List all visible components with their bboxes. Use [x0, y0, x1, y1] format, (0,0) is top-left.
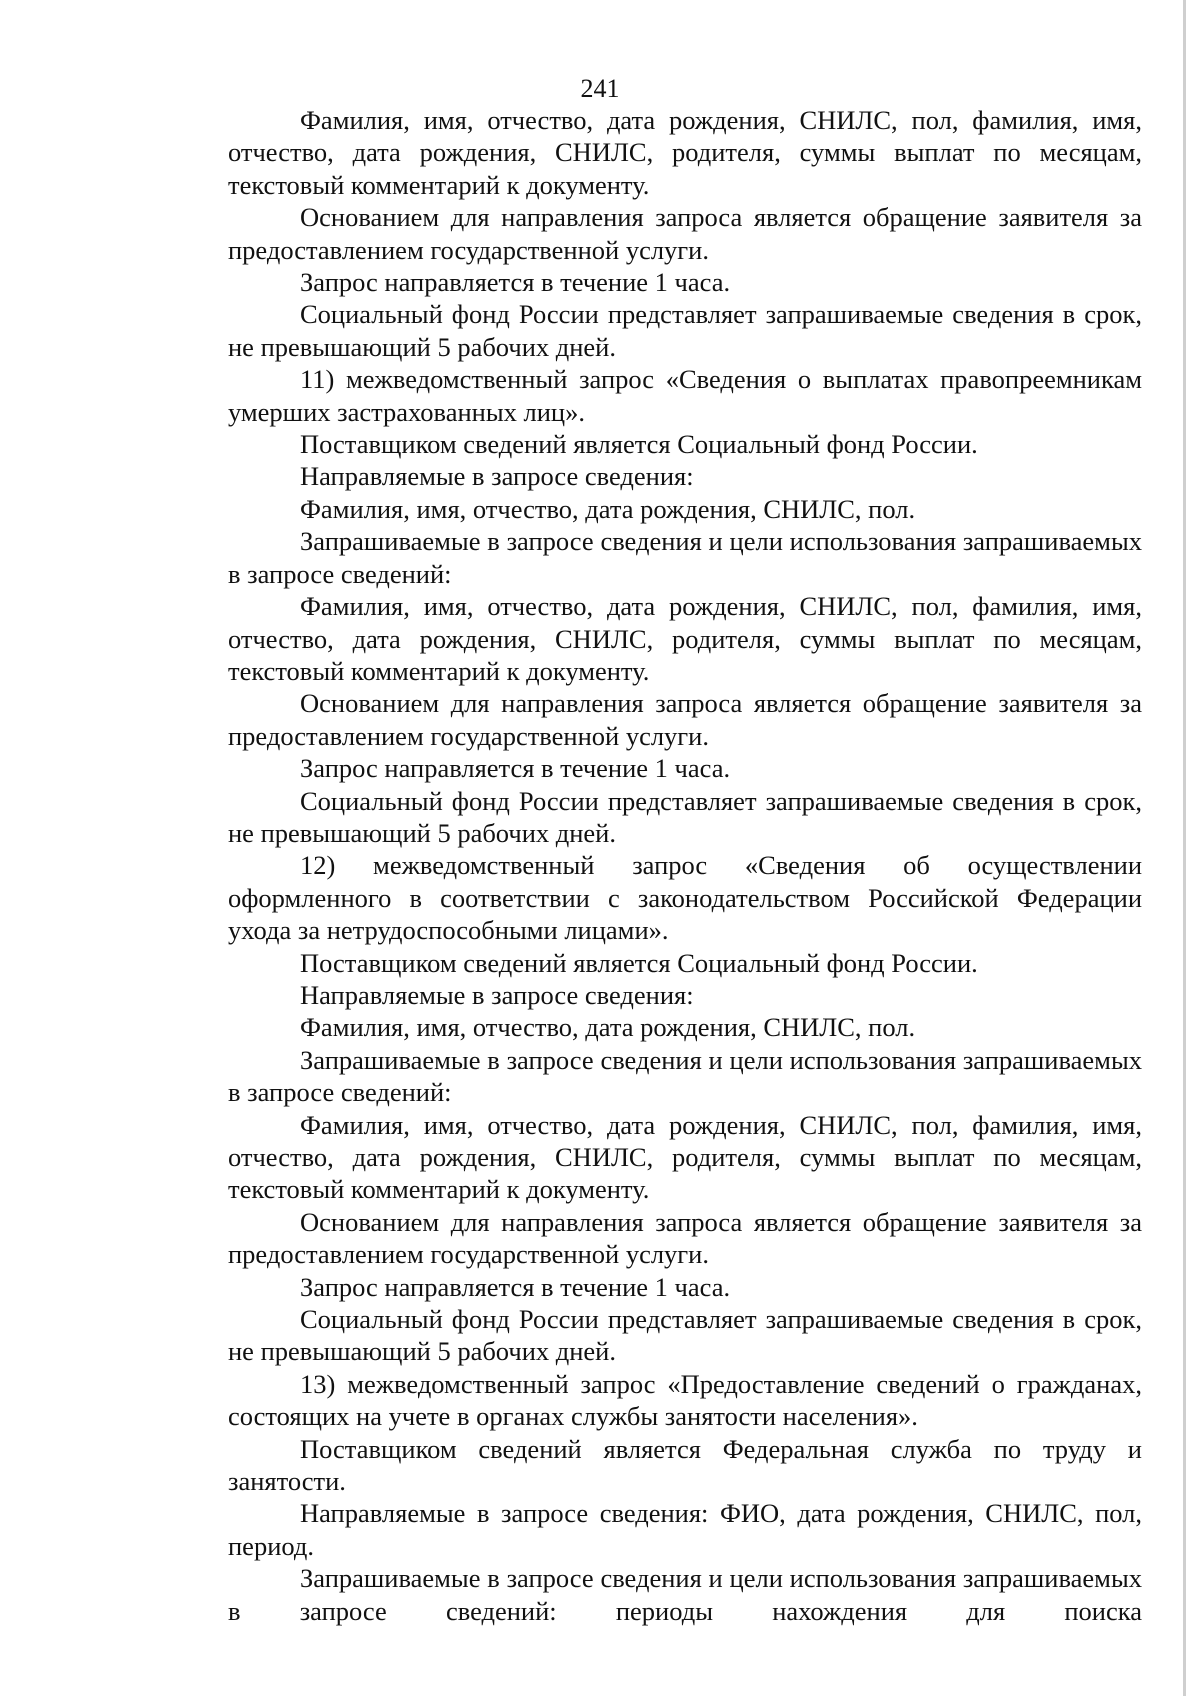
paragraph: Фамилия, имя, отчество, дата рождения, СНИЛС, пол, фамилия, имя, отчество, дата рождения, СНИЛС, родителя, суммы выплат по месяцам, текстовый комментарий к документу.	[228, 1109, 1142, 1205]
paragraph: Запрос направляется в течение 1 часа.	[300, 1271, 731, 1302]
paragraph: Социальный фонд России представляет запрашиваемые сведения в срок, не превышающий 5 рабочих дней.	[228, 1304, 1142, 1367]
paragraph: Направляемые в запросе сведения: ФИО, дата рождения, СНИЛС, пол, период.	[228, 1498, 1142, 1561]
paragraph: Основанием для направления запроса является обращение заявителя за предоставлением государственной услуги.	[228, 1206, 1142, 1270]
paragraph: Поставщиком сведений является Социальный фонд России.	[300, 947, 978, 978]
paragraph: Направляемые в запросе сведения:	[300, 979, 694, 1010]
paragraph: Социальный фонд России представляет запрашиваемые сведения в срок, не превышающий 5 рабочих дней.	[228, 785, 1142, 848]
paragraph: Основанием для направления запроса является обращение заявителя за предоставлением государственной услуги.	[228, 688, 1142, 751]
page-number: 241	[580, 74, 620, 103]
paragraph: Запрашиваемые в запросе сведения и цели использования запрашиваемых в запросе сведений: периоды нахождения для поиска	[228, 1563, 1142, 1626]
list-item-11: 11) межведомственный запрос «Сведения о выплатах правопреемникам умерших застрахованных лиц».	[228, 364, 1142, 427]
document-body	[228, 104, 1142, 1627]
paragraph: Поставщиком сведений является Федеральная служба по труду и занятости.	[228, 1433, 1142, 1497]
paragraph: Запрашиваемые в запросе сведения и цели использования запрашиваемых в запросе сведений:	[228, 526, 1142, 589]
paragraph: Запрос направляется в течение 1 часа.	[300, 753, 731, 784]
paragraph: Фамилия, имя, отчество, дата рождения, СНИЛС, пол, фамилия, имя, отчество, дата рождения, СНИЛС, родителя, суммы выплат по месяцам, текстовый комментарий к документу.	[228, 105, 1142, 200]
page-edge-shadow	[1183, 0, 1186, 1696]
paragraph: Фамилия, имя, отчество, дата рождения, СНИЛС, пол.	[300, 1012, 916, 1043]
paragraph: Направляемые в запросе сведения:	[300, 461, 694, 492]
paragraph: Фамилия, имя, отчество, дата рождения, СНИЛС, пол.	[300, 493, 916, 524]
paragraph: Запрашиваемые в запросе сведения и цели использования запрашиваемых в запросе сведений:	[228, 1044, 1142, 1108]
list-item-12: 12) межведомственный запрос «Сведения об осуществлении оформленного в соответствии с законодательством Российской Федерации ухода за нетрудоспособными лицами».	[228, 850, 1142, 946]
paragraph: Фамилия, имя, отчество, дата рождения, СНИЛС, пол, фамилия, имя, отчество, дата рождения, СНИЛС, родителя, суммы выплат по месяцам, текстовый комментарий к документу.	[228, 591, 1142, 686]
paragraph: Основанием для направления запроса является обращение заявителя за предоставлением государственной услуги.	[228, 202, 1142, 265]
paragraph: Запрос направляется в течение 1 часа.	[300, 267, 731, 298]
paragraph: Социальный фонд России представляет запрашиваемые сведения в срок, не превышающий 5 рабочих дней.	[228, 299, 1142, 362]
list-item-13: 13) межведомственный запрос «Предоставление сведений о гражданах, состоящих на учете в органах службы занятости населения».	[228, 1368, 1142, 1432]
paragraph: Поставщиком сведений является Социальный фонд России.	[300, 429, 978, 460]
